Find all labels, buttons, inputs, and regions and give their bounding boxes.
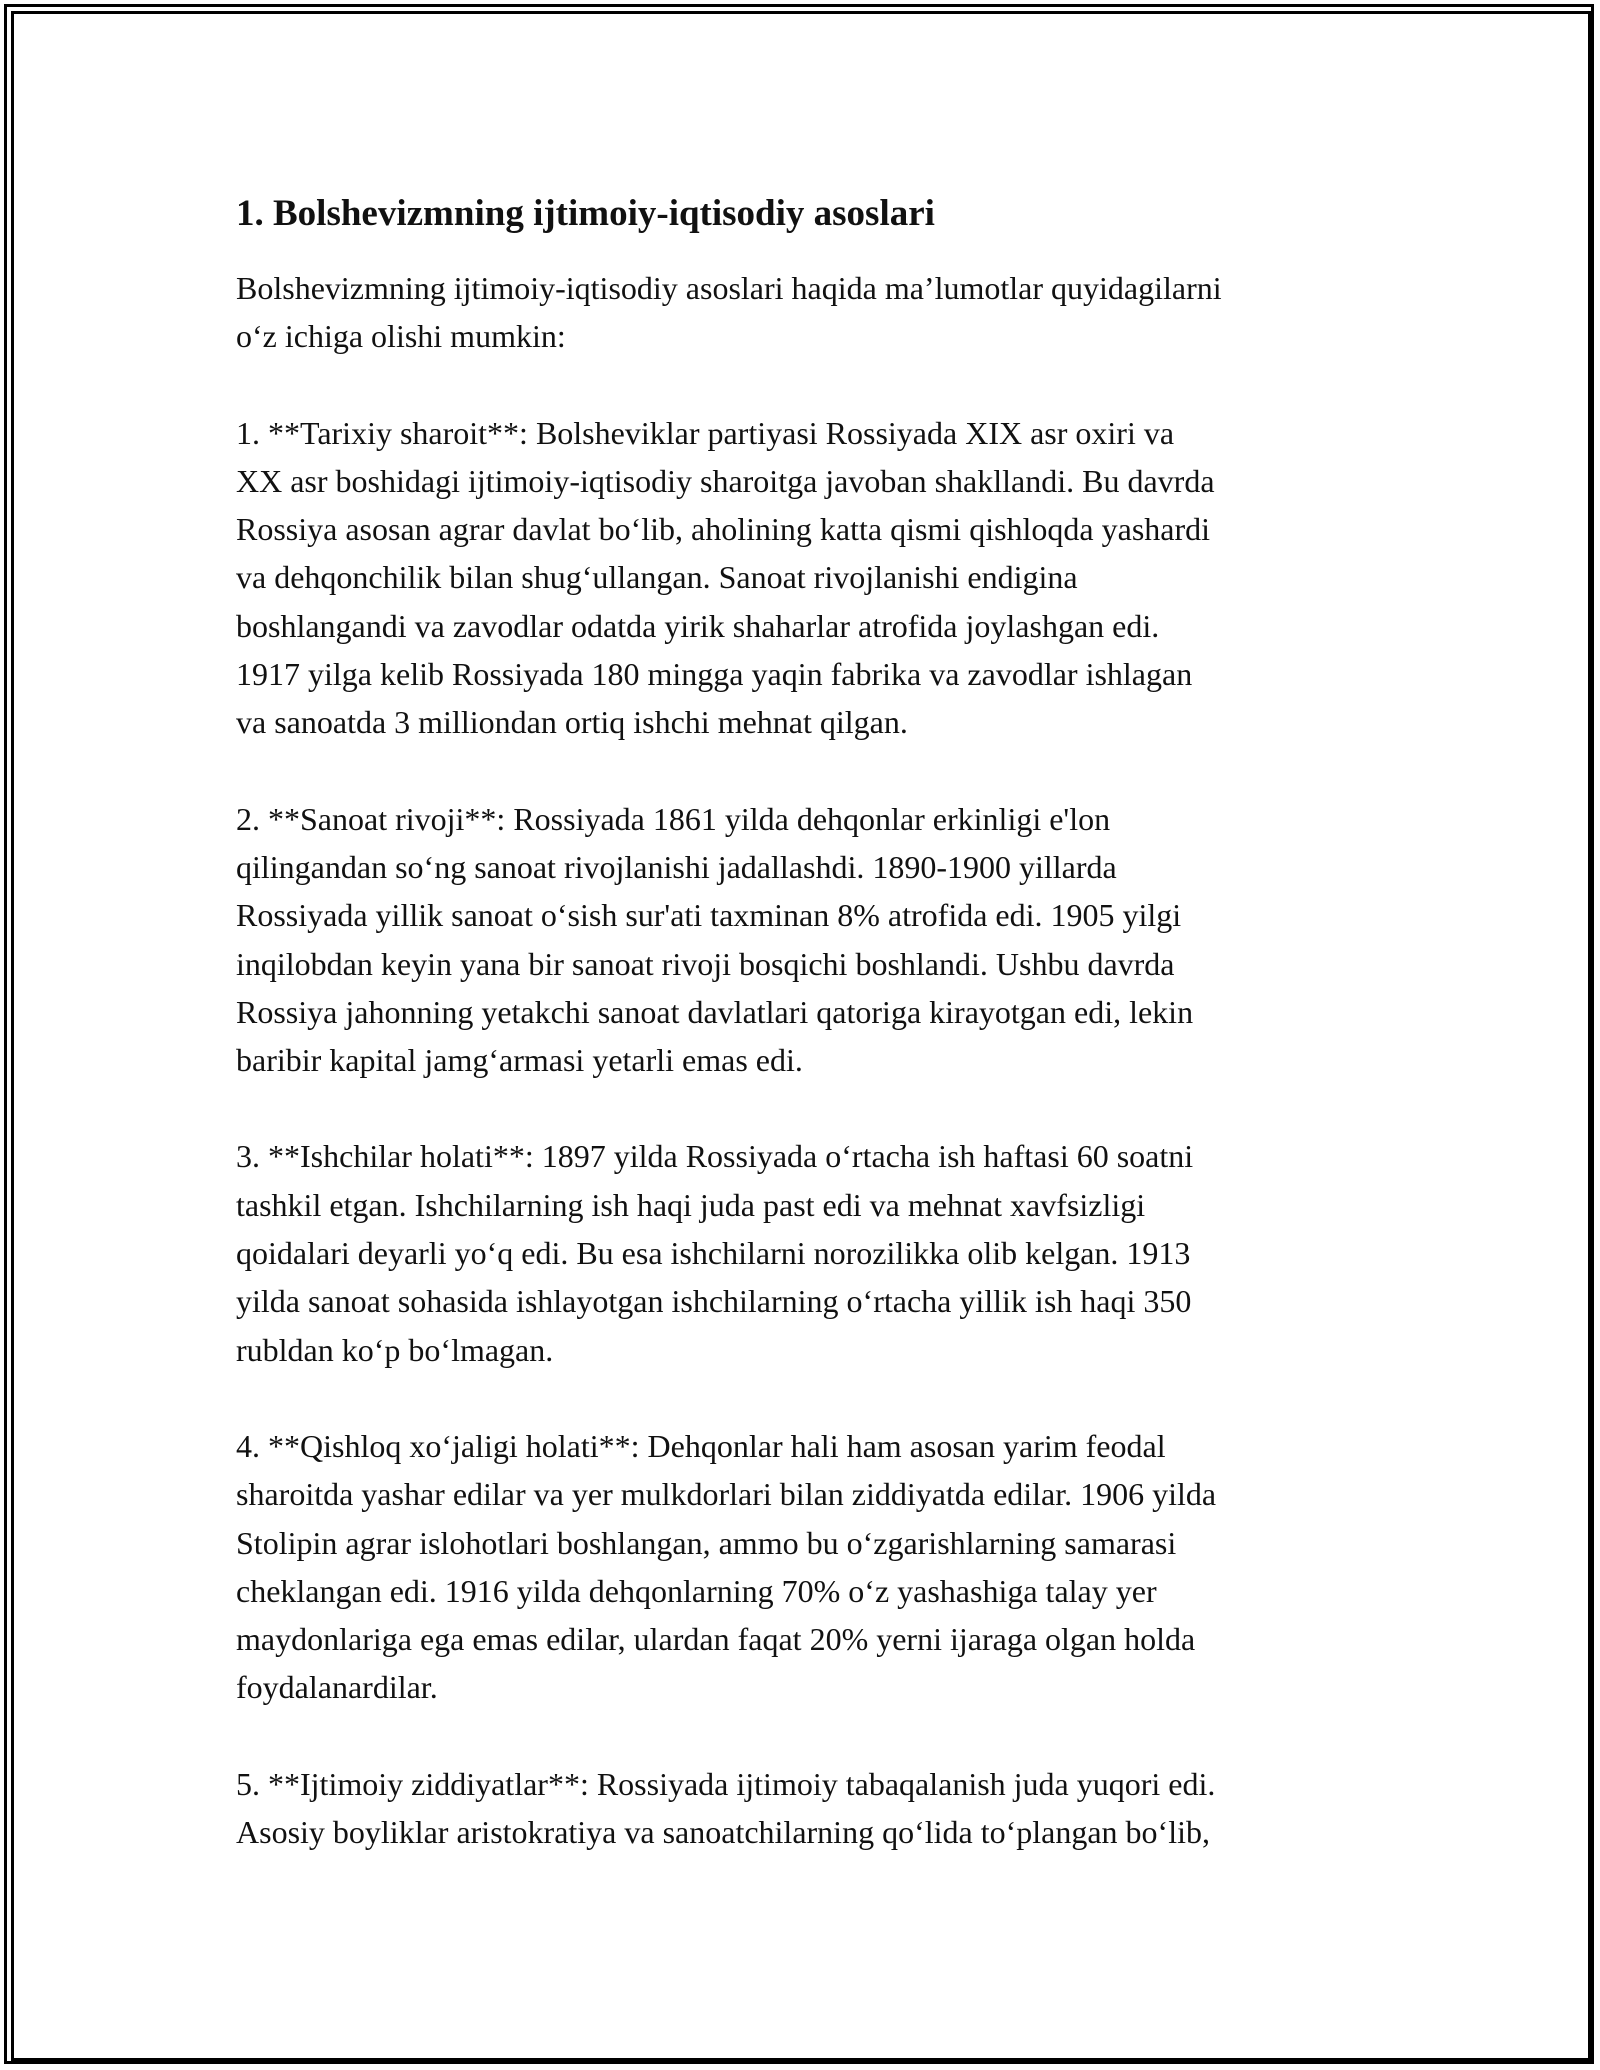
text-line: Rossiya asosan agrar davlat bo‘lib, aholining katta qismi qishloqda yashardi (236, 511, 1211, 548)
paragraph (236, 1132, 1376, 1373)
paragraph (236, 1760, 1376, 1857)
text-line: va sanoatda 3 milliondan ortiq ishchi mehnat qilgan. (236, 704, 908, 741)
text-line: Rossiya jahonning yetakchi sanoat davlatlari qatoriga kirayotgan edi, lekin (236, 993, 1194, 1030)
text-line: o‘z ichiga olishi mumkin: (236, 318, 566, 355)
paragraph-list (236, 264, 1376, 1856)
text-line: va dehqonchilik bilan shug‘ullangan. Sanoat rivojlanishi endigina (236, 559, 1078, 596)
paragraph (236, 409, 1376, 747)
text-line: Bolshevizmning ijtimoiy-iqtisodiy asoslari haqida ma’lumotlar quyidagilarni (236, 270, 1222, 306)
text-line: 3. **Ishchilar holati**: 1897 yilda Rossiyada o‘rtacha ish haftasi 60 soatni (236, 1138, 1194, 1175)
text-line: 4. **Qishloq xo‘jaligi holati**: Dehqonlar hali ham asosan yarim feodal (236, 1427, 1166, 1464)
text-line: tashkil etgan. Ishchilarning ish haqi juda past edi va mehnat xavfsizligi (236, 1186, 1146, 1223)
text-line: qoidalari deyarli yo‘q edi. Bu esa ishchilarni norozilikka olib kelgan. 1913 (236, 1235, 1191, 1272)
text-line: foydalanardilar. (236, 1669, 438, 1706)
text-line: Rossiyada yillik sanoat o‘sish sur'ati taxminan 8% atrofida edi. 1905 yilgi (236, 897, 1182, 934)
document-body (236, 190, 1376, 1904)
text-line: qilingandan so‘ng sanoat rivojlanishi jadallashdi. 1890-1900 yillarda (236, 848, 1117, 885)
text-line: Asosiy boyliklar aristokratiya va sanoatchilarning qo‘lida to‘plangan bo‘lib, (236, 1814, 1210, 1851)
paragraph (236, 1422, 1376, 1712)
text-line: Stolipin agrar islohotlari boshlangan, ammo bu o‘zgarishlarning samarasi (236, 1524, 1177, 1561)
paragraph (236, 795, 1376, 1085)
text-line: 1. **Tarixiy sharoit**: Bolsheviklar partiyasi Rossiyada XIX asr oxiri va (236, 414, 1175, 451)
text-line: sharoitda yashar edilar va yer mulkdorlari bilan ziddiyatda edilar. 1906 yilda (236, 1476, 1217, 1513)
paragraph (236, 264, 1376, 361)
text-line: 2. **Sanoat rivoji**: Rossiyada 1861 yilda dehqonlar erkinligi e'lon (236, 800, 1111, 837)
text-line: yilda sanoat sohasida ishlayotgan ishchilarning o‘rtacha yillik ish haqi 350 (236, 1283, 1192, 1320)
text-line: 1917 yilga kelib Rossiyada 180 mingga yaqin fabrika va zavodlar ishlagan (236, 656, 1193, 693)
text-line: baribir kapital jamg‘armasi yetarli emas edi. (236, 1042, 803, 1079)
document-heading: 1. Bolshevizmning ijtimoiy-iqtisodiy asoslari (236, 193, 935, 234)
text-line: cheklangan edi. 1916 yilda dehqonlarning 70% o‘z yashashiga talay yer (236, 1572, 1157, 1609)
text-line: XX asr boshidagi ijtimoiy-iqtisodiy sharoitga javoban shakllandi. Bu davrda (236, 462, 1215, 499)
text-line: 5. **Ijtimoiy ziddiyatlar**: Rossiyada ijtimoiy tabaqalanish juda yuqori edi. (236, 1765, 1216, 1802)
text-line: boshlangandi va zavodlar odatda yirik shaharlar atrofida joylashgan edi. (236, 607, 1160, 644)
text-line: inqilobdan keyin yana bir sanoat rivoji bosqichi boshlandi. Ushbu davrda (236, 945, 1175, 982)
text-line: maydonlariga ega emas edilar, ulardan faqat 20% yerni ijaraga olgan holda (236, 1621, 1196, 1658)
text-line: rubldan ko‘p bo‘lmagan. (236, 1331, 554, 1368)
